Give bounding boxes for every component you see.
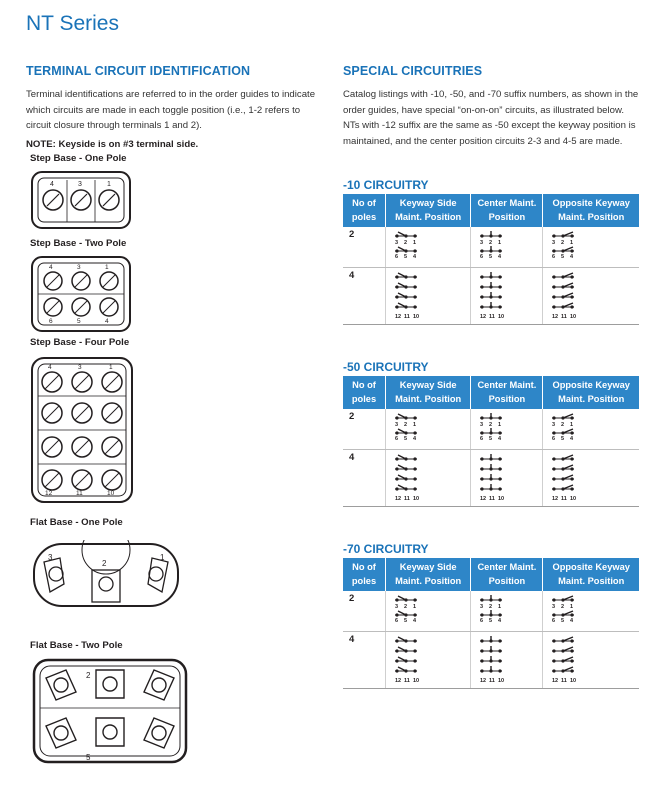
flat-base-two-pole-diagram: [30, 656, 190, 766]
terminal-label: 5: [489, 254, 493, 259]
two-pole-circuit-symbol: [390, 593, 424, 623]
terminal-label: 10: [498, 495, 505, 502]
terminal-section: [26, 64, 326, 150]
step-base-one-pole-diagram: [30, 170, 132, 230]
poles-value: 2: [343, 227, 386, 267]
terminal-label: 12: [552, 677, 559, 684]
terminal-label: 6: [480, 618, 484, 623]
terminal-label: 2: [489, 422, 493, 428]
terminal-label: 3: [480, 240, 484, 246]
terminal-label: 10: [498, 313, 505, 320]
switch-blade: [398, 611, 406, 615]
terminal-label: 6: [395, 436, 399, 441]
switch-blade: [398, 247, 406, 251]
terminal-number: 5: [77, 318, 81, 325]
keyside-note: NOTE: Keyside is on #3 terminal side.: [26, 138, 199, 150]
terminal-label: 12: [395, 677, 402, 684]
terminal-label: 11: [561, 677, 568, 684]
terminal-number: 4: [48, 364, 52, 371]
terminal-number: 11: [76, 490, 83, 497]
terminal-label: 6: [552, 254, 556, 259]
circuitry-10-heading: -10 CIRCUITRY: [343, 178, 429, 192]
table-row: [343, 449, 639, 506]
terminal-label: 5: [489, 618, 493, 623]
terminal-label: 11: [561, 313, 568, 320]
terminal-label: 5: [561, 254, 565, 259]
terminal-label: 10: [413, 495, 420, 502]
terminal-label: 3: [552, 422, 556, 428]
terminal-label: 3: [480, 422, 484, 428]
terminal-label: 1: [570, 422, 574, 428]
poles-value: 2: [343, 591, 386, 631]
circuitry-70-table: [343, 558, 639, 689]
terminal-label: 5: [561, 618, 565, 623]
two-pole-circuit-symbol: [475, 229, 509, 259]
terminal-label: 4: [498, 436, 502, 441]
col-keyway-side: Keyway Side Maint. Position: [386, 376, 471, 409]
terminal-label: 2: [489, 240, 493, 246]
terminal-label: 2: [489, 604, 493, 610]
col-opposite-keyway: Opposite Keyway Maint. Position: [543, 194, 639, 227]
four-pole-circuit-symbol: [475, 634, 509, 686]
terminal-label: 4: [498, 254, 502, 259]
terminal-label: 5: [404, 436, 408, 441]
terminal-label: 2: [404, 422, 408, 428]
col-no-of-poles: No of poles: [343, 558, 386, 591]
terminal-number: 2: [102, 559, 107, 568]
terminal-label: 2: [404, 240, 408, 246]
switch-blade: [398, 465, 406, 469]
col-no-of-poles: No of poles: [343, 376, 386, 409]
two-pole-circuit-symbol: [475, 593, 509, 623]
terminal-label: 1: [570, 604, 574, 610]
four-pole-circuit-symbol: [547, 270, 581, 322]
terminal-label: 4: [498, 618, 502, 623]
terminal-number: 4: [105, 318, 109, 325]
two-pole-circuit-symbol: [547, 411, 581, 441]
terminal-label: 3: [552, 240, 556, 246]
terminal-label: 1: [498, 240, 502, 246]
four-pole-circuit-symbol: [475, 452, 509, 504]
step-base-one-pole-label: Step Base - One Pole: [30, 153, 127, 164]
four-pole-circuit-symbol: [390, 634, 424, 686]
four-pole-circuit-symbol: [390, 452, 424, 504]
poles-value: 4: [343, 449, 386, 506]
four-pole-circuit-symbol: [390, 270, 424, 322]
special-section: [343, 64, 639, 149]
terminal-label: 1: [413, 240, 417, 246]
switch-blade: [398, 475, 406, 479]
terminal-label: 10: [570, 495, 577, 502]
switch-blade: [398, 414, 406, 418]
switch-blade: [398, 455, 406, 459]
terminal-label: 5: [489, 436, 493, 441]
terminal-label: 6: [395, 618, 399, 623]
circuitry-70-heading: -70 CIRCUITRY: [343, 542, 429, 556]
terminal-label: 11: [404, 313, 410, 320]
terminal-number: 4: [49, 264, 53, 271]
terminal-label: 2: [561, 604, 565, 610]
terminal-number: 4: [50, 181, 54, 188]
terminal-number: 6: [49, 318, 53, 325]
terminal-label: 11: [489, 495, 496, 502]
two-pole-circuit-symbol: [390, 411, 424, 441]
terminal-label: 11: [404, 495, 410, 502]
terminal-label: 1: [413, 604, 417, 610]
terminal-label: 1: [413, 422, 417, 428]
terminal-label: 3: [480, 604, 484, 610]
special-body: Catalog listings with -10, -50, and -70 suffix numbers, as shown in the order guides, have special “on-on-on” circuits, as illustrated below. NTs with -12 suffix are the same as -50 except the keyway position is maintained, and the center position circuits 2-3 and 4-5 are made.: [343, 89, 639, 147]
table-header-row: [343, 376, 639, 409]
col-opposite-keyway: Opposite Keyway Maint. Position: [543, 558, 639, 591]
terminal-label: 6: [480, 436, 484, 441]
terminal-label: 11: [404, 677, 410, 684]
terminal-label: 4: [413, 436, 417, 441]
switch-blade: [398, 293, 406, 297]
terminal-number: 2: [86, 671, 91, 680]
terminal-label: 3: [395, 240, 399, 246]
terminal-label: 10: [570, 313, 577, 320]
terminal-label: 12: [552, 313, 559, 320]
table-header-row: [343, 194, 639, 227]
col-center: Center Maint. Position: [471, 376, 543, 409]
terminal-number: 1: [160, 553, 165, 562]
col-center: Center Maint. Position: [471, 558, 543, 591]
page-title: NT Series: [26, 12, 119, 35]
switch-blade: [398, 637, 406, 641]
col-keyway-side: Keyway Side Maint. Position: [386, 194, 471, 227]
terminal-label: 6: [395, 254, 399, 259]
terminal-label: 11: [489, 677, 496, 684]
step-base-four-pole-diagram: [30, 356, 134, 504]
circuitry-50-heading: -50 CIRCUITRY: [343, 360, 429, 374]
flat-base-one-pole-diagram: [30, 540, 182, 612]
two-pole-circuit-symbol: [390, 229, 424, 259]
table-row: [343, 591, 639, 631]
special-heading: SPECIAL CIRCUITRIES: [343, 64, 483, 78]
terminal-label: 3: [395, 422, 399, 428]
circuitry-50-table: [343, 376, 639, 507]
terminal-label: 2: [404, 604, 408, 610]
table-row: [343, 409, 639, 449]
table-row: [343, 267, 639, 324]
terminal-label: 5: [561, 436, 565, 441]
table-header-row: [343, 558, 639, 591]
terminal-number: 10: [107, 490, 115, 497]
terminal-label: 4: [570, 254, 574, 259]
four-pole-circuit-symbol: [547, 452, 581, 504]
switch-blade: [398, 596, 406, 600]
terminal-label: 6: [552, 436, 556, 441]
two-pole-circuit-symbol: [475, 411, 509, 441]
terminal-label: 12: [480, 495, 487, 502]
terminal-number: 3: [78, 364, 82, 371]
terminal-number: 3: [77, 264, 81, 271]
terminal-label: 4: [570, 436, 574, 441]
switch-blade: [398, 647, 406, 651]
terminal-label: 10: [413, 677, 420, 684]
terminal-label: 4: [570, 618, 574, 623]
switch-blade: [398, 232, 406, 236]
terminal-label: 5: [404, 618, 408, 623]
switch-blade: [398, 273, 406, 277]
switch-blade: [398, 303, 406, 307]
terminal-label: 11: [489, 313, 496, 320]
terminal-label: 10: [570, 677, 577, 684]
terminal-label: 1: [570, 240, 574, 246]
table-row: [343, 227, 639, 267]
switch-blade: [398, 657, 406, 661]
terminal-number: 1: [109, 364, 113, 371]
terminal-label: 4: [413, 618, 417, 623]
poles-value: 4: [343, 267, 386, 324]
terminal-label: 1: [498, 422, 502, 428]
col-center: Center Maint. Position: [471, 194, 543, 227]
switch-blade: [398, 485, 406, 489]
step-base-two-pole-diagram: [30, 255, 132, 333]
col-opposite-keyway: Opposite Keyway Maint. Position: [543, 376, 639, 409]
terminal-label: 5: [404, 254, 408, 259]
terminal-body: Terminal identifications are referred to in the order guides to indicate which circuits are made in each toggle position (i.e., 1-2 refers to circuit closure through terminals 1 and 2).: [26, 89, 316, 131]
terminal-label: 1: [498, 604, 502, 610]
switch-blade: [398, 429, 406, 433]
switch-blade: [398, 667, 406, 671]
terminal-label: 12: [395, 313, 402, 320]
poles-value: 2: [343, 409, 386, 449]
terminal-label: 2: [561, 240, 565, 246]
terminal-number: 3: [78, 181, 82, 188]
col-no-of-poles: No of poles: [343, 194, 386, 227]
terminal-number: 5: [86, 753, 91, 762]
terminal-label: 10: [413, 313, 420, 320]
four-pole-circuit-symbol: [475, 270, 509, 322]
circuitry-10-table: [343, 194, 639, 325]
terminal-label: 3: [552, 604, 556, 610]
switch-blade: [398, 283, 406, 287]
terminal-label: 12: [480, 313, 487, 320]
terminal-heading: TERMINAL CIRCUIT IDENTIFICATION: [26, 64, 251, 78]
two-pole-circuit-symbol: [547, 229, 581, 259]
terminal-label: 10: [498, 677, 505, 684]
terminal-number: 3: [48, 553, 53, 562]
step-base-four-pole-label: Step Base - Four Pole: [30, 337, 130, 348]
terminal-label: 12: [395, 495, 402, 502]
terminal-number: 1: [105, 264, 109, 271]
terminal-number: 12: [45, 490, 53, 497]
flat-base-one-pole-label: Flat Base - One Pole: [30, 517, 123, 528]
poles-value: 4: [343, 631, 386, 688]
table-row: [343, 631, 639, 688]
terminal-label: 6: [552, 618, 556, 623]
terminal-label: 3: [395, 604, 399, 610]
col-keyway-side: Keyway Side Maint. Position: [386, 558, 471, 591]
terminal-label: 12: [480, 677, 487, 684]
terminal-label: 2: [561, 422, 565, 428]
flat-base-two-pole-label: Flat Base - Two Pole: [30, 640, 123, 651]
terminal-label: 12: [552, 495, 559, 502]
terminal-label: 6: [480, 254, 484, 259]
terminal-label: 4: [413, 254, 417, 259]
terminal-label: 11: [561, 495, 568, 502]
terminal-number: 1: [107, 181, 111, 188]
step-base-two-pole-label: Step Base - Two Pole: [30, 238, 127, 249]
two-pole-circuit-symbol: [547, 593, 581, 623]
four-pole-circuit-symbol: [547, 634, 581, 686]
